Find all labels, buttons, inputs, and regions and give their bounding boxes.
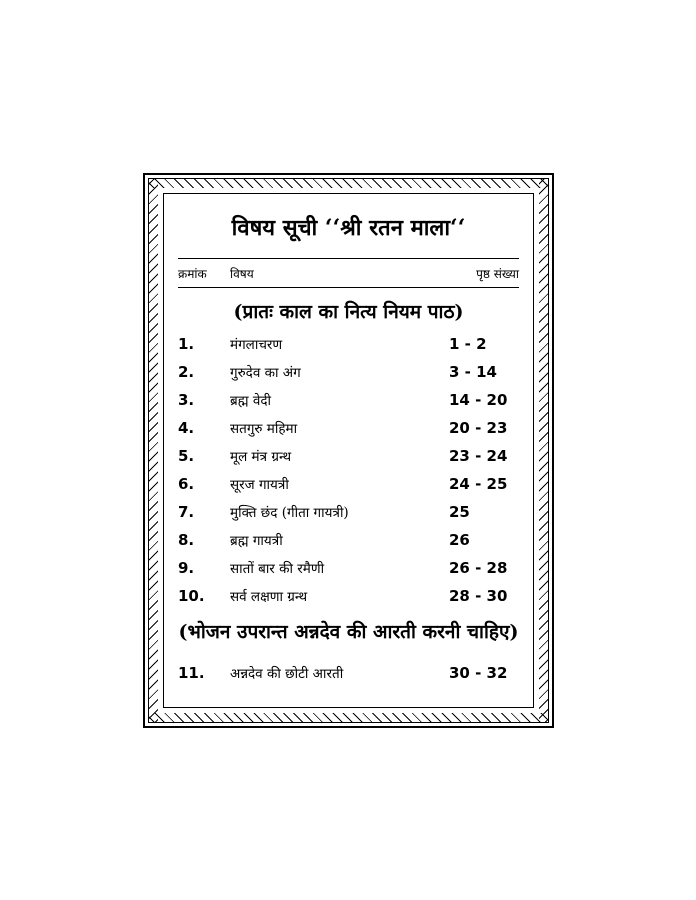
row-subject: अन्नदेव की छोटी आरती <box>230 666 344 682</box>
page-border <box>143 173 554 728</box>
row-subject: मुक्ति छंद (गीता गायत्री) <box>230 505 349 521</box>
row-number: 9. <box>178 559 195 577</box>
row-page: 1 - 2 <box>449 335 487 353</box>
header-subject: विषय <box>230 266 254 281</box>
row-page: 3 - 14 <box>449 363 497 381</box>
row-page: 24 - 25 <box>449 475 508 493</box>
row-page: 30 - 32 <box>449 664 508 682</box>
table-row <box>178 415 519 441</box>
row-subject: सतगुरु महिमा <box>230 421 298 437</box>
decorative-border <box>148 178 549 723</box>
table-row <box>178 443 519 469</box>
row-page: 23 - 24 <box>449 447 508 465</box>
section-heading-meal: (भोजन उपरान्त अन्नदेव की आरती करनी चाहिए) <box>178 621 519 643</box>
row-subject: सर्व लक्षणा ग्रन्थ <box>230 589 308 605</box>
header-page: पृष्ठ संख्या <box>476 266 519 281</box>
row-page: 20 - 23 <box>449 419 508 437</box>
table-row <box>178 387 519 413</box>
row-page: 28 - 30 <box>449 587 508 605</box>
row-number: 8. <box>178 531 195 549</box>
row-subject: मूल मंत्र ग्रन्थ <box>230 449 292 465</box>
row-page: 25 <box>449 503 470 521</box>
table-row <box>178 331 519 357</box>
row-number: 2. <box>178 363 195 381</box>
contents-panel <box>163 193 534 708</box>
section-heading-morning: (प्रातः काल का नित्य नियम पाठ) <box>233 301 464 323</box>
row-page: 26 - 28 <box>449 559 508 577</box>
table-row <box>178 583 519 609</box>
row-subject: ब्रह्म वेदी <box>230 393 271 409</box>
row-number: 5. <box>178 447 195 465</box>
row-subject: मंगलाचरण <box>230 337 283 353</box>
header-serial: क्रमांक <box>178 266 207 281</box>
row-number: 3. <box>178 391 195 409</box>
row-subject: सूरज गायत्री <box>230 477 289 493</box>
table-row <box>178 499 519 525</box>
table-header <box>178 258 519 288</box>
row-number: 6. <box>178 475 195 493</box>
row-subject: ब्रह्म गायत्री <box>230 533 283 549</box>
table-row <box>178 359 519 385</box>
row-number: 10. <box>178 587 205 605</box>
table-row <box>178 660 519 686</box>
page-title: विषय सूची ‘‘श्री रतन माला‘‘ <box>231 215 466 241</box>
row-subject: गुरुदेव का अंग <box>230 365 301 381</box>
row-page: 26 <box>449 531 470 549</box>
row-subject: सातों बार की रमैणी <box>230 561 325 577</box>
table-row <box>178 471 519 497</box>
table-row <box>178 527 519 553</box>
row-number: 1. <box>178 335 195 353</box>
row-number: 7. <box>178 503 195 521</box>
table-row <box>178 555 519 581</box>
row-number: 11. <box>178 664 205 682</box>
row-page: 14 - 20 <box>449 391 508 409</box>
row-number: 4. <box>178 419 195 437</box>
